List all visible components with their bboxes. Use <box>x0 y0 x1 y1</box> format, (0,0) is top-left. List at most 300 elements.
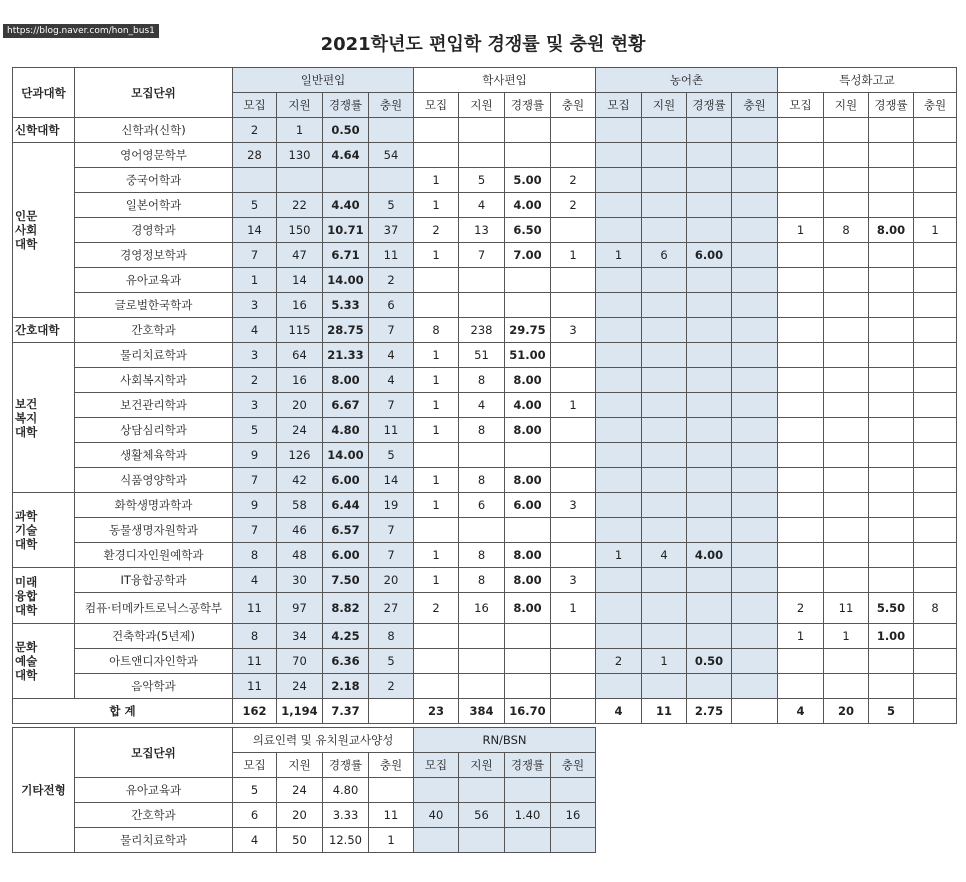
subheader-cell: 모집 <box>414 93 459 118</box>
value-cell <box>914 674 957 699</box>
value-cell: 51.00 <box>505 343 551 368</box>
other-value-cell: 24 <box>277 778 323 803</box>
table-row <box>13 624 957 649</box>
value-cell: 238 <box>459 318 505 343</box>
value-cell: 1 <box>551 593 596 624</box>
value-cell <box>869 193 914 218</box>
value-cell: 1 <box>414 543 459 568</box>
value-cell: 14 <box>369 468 414 493</box>
value-cell <box>596 418 642 443</box>
value-cell <box>687 443 732 468</box>
value-cell <box>459 624 505 649</box>
value-cell <box>687 518 732 543</box>
value-cell <box>551 218 596 243</box>
unit-name: 경영정보학과 <box>75 243 233 268</box>
value-cell: 11 <box>233 674 277 699</box>
other-value-cell: 4 <box>233 828 277 853</box>
value-cell: 20 <box>369 568 414 593</box>
other-value-cell <box>369 778 414 803</box>
value-cell: 4 <box>233 568 277 593</box>
value-cell: 7 <box>369 543 414 568</box>
value-cell: 7 <box>459 243 505 268</box>
value-cell <box>687 218 732 243</box>
value-cell <box>687 468 732 493</box>
unit-name: 건축학과(5년제) <box>75 624 233 649</box>
value-cell: 7.00 <box>505 243 551 268</box>
value-cell <box>732 468 778 493</box>
value-cell <box>687 493 732 518</box>
other-subheader-cell: 충원 <box>369 753 414 778</box>
value-cell <box>551 543 596 568</box>
value-cell <box>914 649 957 674</box>
value-cell: 2.18 <box>323 674 369 699</box>
total-cell: 16.70 <box>505 699 551 724</box>
value-cell: 0.50 <box>323 118 369 143</box>
value-cell: 4.40 <box>323 193 369 218</box>
table-row <box>13 143 957 168</box>
value-cell: 6 <box>369 293 414 318</box>
value-cell: 70 <box>277 649 323 674</box>
value-cell: 9 <box>233 443 277 468</box>
value-cell <box>505 268 551 293</box>
value-cell <box>914 118 957 143</box>
value-cell: 28 <box>233 143 277 168</box>
value-cell <box>551 118 596 143</box>
value-cell <box>869 418 914 443</box>
value-cell <box>642 593 687 624</box>
other-unit-name: 간호학과 <box>75 803 233 828</box>
value-cell: 8 <box>459 568 505 593</box>
subheader-cell: 경쟁률 <box>687 93 732 118</box>
value-cell <box>869 243 914 268</box>
value-cell: 8.82 <box>323 593 369 624</box>
value-cell: 2 <box>369 268 414 293</box>
value-cell: 16 <box>459 593 505 624</box>
value-cell <box>551 268 596 293</box>
subheader-cell: 지원 <box>824 93 869 118</box>
value-cell <box>687 168 732 193</box>
college-header: 단과대학 <box>13 68 75 118</box>
total-cell: 4 <box>596 699 642 724</box>
value-cell: 30 <box>277 568 323 593</box>
value-cell <box>914 624 957 649</box>
value-cell <box>732 593 778 624</box>
total-cell: 11 <box>642 699 687 724</box>
value-cell <box>505 674 551 699</box>
table-row <box>13 674 957 699</box>
value-cell <box>642 624 687 649</box>
value-cell <box>778 543 824 568</box>
other-value-cell <box>459 778 505 803</box>
value-cell: 6.00 <box>687 243 732 268</box>
value-cell: 8 <box>233 543 277 568</box>
other-value-cell <box>414 778 459 803</box>
value-cell <box>505 518 551 543</box>
value-cell: 24 <box>277 674 323 699</box>
value-cell <box>642 674 687 699</box>
value-cell <box>414 268 459 293</box>
college-name: 간호대학 <box>13 318 75 343</box>
value-cell <box>687 568 732 593</box>
subheader-cell: 지원 <box>459 93 505 118</box>
value-cell: 2 <box>233 368 277 393</box>
value-cell: 8 <box>824 218 869 243</box>
value-cell <box>732 243 778 268</box>
value-cell: 4 <box>459 393 505 418</box>
value-cell <box>824 118 869 143</box>
value-cell <box>778 318 824 343</box>
value-cell: 8.00 <box>505 543 551 568</box>
unit-name: 보건관리학과 <box>75 393 233 418</box>
value-cell <box>732 368 778 393</box>
value-cell: 2 <box>233 118 277 143</box>
value-cell: 4 <box>369 368 414 393</box>
value-cell: 20 <box>277 393 323 418</box>
value-cell <box>732 318 778 343</box>
value-cell: 14.00 <box>323 443 369 468</box>
value-cell: 7 <box>369 518 414 543</box>
value-cell <box>869 674 914 699</box>
value-cell: 97 <box>277 593 323 624</box>
value-cell <box>778 568 824 593</box>
value-cell <box>596 518 642 543</box>
value-cell <box>824 293 869 318</box>
value-cell <box>459 443 505 468</box>
unit-name: 화학생명과학과 <box>75 493 233 518</box>
value-cell <box>687 343 732 368</box>
value-cell: 1 <box>414 418 459 443</box>
value-cell: 48 <box>277 543 323 568</box>
value-cell <box>732 118 778 143</box>
unit-name: 생활체육학과 <box>75 443 233 468</box>
value-cell <box>642 468 687 493</box>
other-value-cell: 4.80 <box>323 778 369 803</box>
table-row <box>13 649 957 674</box>
table-row <box>13 468 957 493</box>
other-unit-header: 모집단위 <box>75 728 233 778</box>
value-cell <box>732 293 778 318</box>
value-cell: 5.00 <box>505 168 551 193</box>
value-cell <box>824 493 869 518</box>
value-cell <box>732 649 778 674</box>
other-subheader-cell: 모집 <box>233 753 277 778</box>
value-cell <box>732 518 778 543</box>
value-cell: 1 <box>596 543 642 568</box>
other-value-cell: 6 <box>233 803 277 828</box>
value-cell: 14 <box>277 268 323 293</box>
value-cell: 5.33 <box>323 293 369 318</box>
other-value-cell <box>505 828 551 853</box>
value-cell: 3 <box>551 493 596 518</box>
table-row <box>13 118 957 143</box>
value-cell <box>551 368 596 393</box>
group-header: 학사편입 <box>414 68 596 93</box>
value-cell: 1 <box>414 168 459 193</box>
value-cell <box>778 343 824 368</box>
value-cell <box>642 418 687 443</box>
value-cell <box>596 218 642 243</box>
value-cell: 21.33 <box>323 343 369 368</box>
table-row <box>13 443 957 468</box>
group-header: 일반편입 <box>233 68 414 93</box>
value-cell <box>824 393 869 418</box>
unit-name: 간호학과 <box>75 318 233 343</box>
value-cell <box>551 624 596 649</box>
value-cell: 6.67 <box>323 393 369 418</box>
value-cell <box>369 168 414 193</box>
value-cell: 1 <box>551 393 596 418</box>
value-cell <box>414 118 459 143</box>
value-cell <box>551 143 596 168</box>
value-cell: 3 <box>551 568 596 593</box>
value-cell: 8 <box>414 318 459 343</box>
value-cell: 1.00 <box>869 624 914 649</box>
value-cell <box>778 674 824 699</box>
value-cell <box>459 268 505 293</box>
value-cell <box>596 368 642 393</box>
value-cell <box>824 674 869 699</box>
other-subheader-cell: 경쟁률 <box>505 753 551 778</box>
value-cell <box>869 318 914 343</box>
value-cell <box>869 143 914 168</box>
value-cell <box>414 443 459 468</box>
value-cell: 4.25 <box>323 624 369 649</box>
value-cell <box>596 143 642 168</box>
value-cell <box>414 143 459 168</box>
value-cell <box>778 393 824 418</box>
value-cell: 8 <box>459 368 505 393</box>
value-cell: 47 <box>277 243 323 268</box>
value-cell: 16 <box>277 293 323 318</box>
total-cell <box>369 699 414 724</box>
value-cell <box>869 649 914 674</box>
value-cell: 1 <box>233 268 277 293</box>
value-cell: 13 <box>459 218 505 243</box>
value-cell <box>642 118 687 143</box>
value-cell <box>914 268 957 293</box>
value-cell: 64 <box>277 343 323 368</box>
value-cell <box>687 293 732 318</box>
value-cell: 6.00 <box>505 493 551 518</box>
college-name: 문화 예술 대학 <box>13 624 75 699</box>
value-cell: 27 <box>369 593 414 624</box>
value-cell <box>732 418 778 443</box>
value-cell <box>551 443 596 468</box>
value-cell: 1 <box>642 649 687 674</box>
value-cell: 4.00 <box>505 193 551 218</box>
value-cell <box>551 343 596 368</box>
value-cell <box>551 649 596 674</box>
value-cell: 2 <box>369 674 414 699</box>
subheader-cell: 지원 <box>642 93 687 118</box>
other-row <box>13 803 596 828</box>
unit-name: 일본어학과 <box>75 193 233 218</box>
value-cell <box>459 118 505 143</box>
subheader-cell: 경쟁률 <box>505 93 551 118</box>
value-cell <box>914 493 957 518</box>
unit-name: 신학과(신학) <box>75 118 233 143</box>
value-cell: 11 <box>369 243 414 268</box>
value-cell: 8.00 <box>505 368 551 393</box>
value-cell: 150 <box>277 218 323 243</box>
value-cell <box>869 368 914 393</box>
value-cell: 14.00 <box>323 268 369 293</box>
value-cell <box>642 568 687 593</box>
value-cell <box>732 624 778 649</box>
value-cell: 5 <box>459 168 505 193</box>
value-cell <box>687 593 732 624</box>
value-cell: 8.00 <box>323 368 369 393</box>
value-cell <box>642 368 687 393</box>
value-cell <box>824 418 869 443</box>
value-cell <box>824 543 869 568</box>
value-cell: 5 <box>233 418 277 443</box>
value-cell <box>596 568 642 593</box>
subheader-cell: 지원 <box>277 93 323 118</box>
value-cell: 4.64 <box>323 143 369 168</box>
value-cell <box>914 243 957 268</box>
value-cell <box>869 468 914 493</box>
value-cell <box>414 649 459 674</box>
value-cell: 6.57 <box>323 518 369 543</box>
value-cell <box>869 493 914 518</box>
value-cell: 11 <box>233 593 277 624</box>
subheader-cell: 경쟁률 <box>869 93 914 118</box>
value-cell <box>642 343 687 368</box>
value-cell <box>642 218 687 243</box>
value-cell: 34 <box>277 624 323 649</box>
value-cell <box>914 343 957 368</box>
value-cell: 24 <box>277 418 323 443</box>
value-cell: 51 <box>459 343 505 368</box>
value-cell <box>869 393 914 418</box>
total-cell <box>732 699 778 724</box>
unit-name: 아트앤디자인학과 <box>75 649 233 674</box>
total-label: 합 계 <box>13 699 233 724</box>
other-row <box>13 778 596 803</box>
value-cell <box>824 568 869 593</box>
value-cell <box>732 493 778 518</box>
value-cell <box>778 368 824 393</box>
value-cell: 5.50 <box>869 593 914 624</box>
value-cell <box>642 318 687 343</box>
value-cell <box>732 218 778 243</box>
value-cell: 7 <box>369 393 414 418</box>
value-cell <box>778 193 824 218</box>
value-cell: 19 <box>369 493 414 518</box>
college-name: 과학 기술 대학 <box>13 493 75 568</box>
value-cell <box>596 674 642 699</box>
value-cell <box>824 518 869 543</box>
subheader-cell: 충원 <box>914 93 957 118</box>
value-cell: 8 <box>369 624 414 649</box>
value-cell: 6 <box>642 243 687 268</box>
value-cell <box>369 118 414 143</box>
value-cell: 10.71 <box>323 218 369 243</box>
value-cell: 8 <box>459 468 505 493</box>
value-cell: 11 <box>369 418 414 443</box>
unit-name: 유아교육과 <box>75 268 233 293</box>
other-admission-table <box>12 727 596 853</box>
value-cell <box>687 624 732 649</box>
value-cell <box>687 318 732 343</box>
unit-name: 상담심리학과 <box>75 418 233 443</box>
other-value-cell <box>551 828 596 853</box>
value-cell: 6.71 <box>323 243 369 268</box>
value-cell <box>233 168 277 193</box>
value-cell: 1 <box>914 218 957 243</box>
other-row <box>13 828 596 853</box>
table-row <box>13 368 957 393</box>
total-cell: 23 <box>414 699 459 724</box>
value-cell <box>778 418 824 443</box>
value-cell: 7 <box>233 243 277 268</box>
value-cell <box>551 293 596 318</box>
value-cell <box>414 624 459 649</box>
value-cell <box>914 393 957 418</box>
value-cell: 8 <box>914 593 957 624</box>
total-cell: 1,194 <box>277 699 323 724</box>
value-cell <box>642 393 687 418</box>
value-cell: 4 <box>369 343 414 368</box>
value-cell: 7 <box>233 518 277 543</box>
value-cell: 126 <box>277 443 323 468</box>
value-cell: 42 <box>277 468 323 493</box>
value-cell <box>596 393 642 418</box>
value-cell <box>824 368 869 393</box>
value-cell <box>323 168 369 193</box>
value-cell: 2 <box>778 593 824 624</box>
value-cell <box>596 293 642 318</box>
value-cell: 4.00 <box>505 393 551 418</box>
unit-name: 사회복지학과 <box>75 368 233 393</box>
value-cell <box>869 343 914 368</box>
value-cell: 8.00 <box>869 218 914 243</box>
unit-name: 컴퓨·터메카트로닉스공학부 <box>75 593 233 624</box>
value-cell: 1 <box>551 243 596 268</box>
other-unit-name: 유아교육과 <box>75 778 233 803</box>
value-cell <box>459 674 505 699</box>
value-cell <box>459 143 505 168</box>
value-cell <box>914 318 957 343</box>
value-cell <box>551 468 596 493</box>
value-cell: 7 <box>369 318 414 343</box>
value-cell <box>642 443 687 468</box>
table-row <box>13 293 957 318</box>
value-cell <box>596 468 642 493</box>
value-cell: 1 <box>778 624 824 649</box>
value-cell: 1 <box>414 243 459 268</box>
unit-name: 영어영문학부 <box>75 143 233 168</box>
admission-table <box>12 67 957 724</box>
subheader-cell: 모집 <box>596 93 642 118</box>
unit-name: 중국어학과 <box>75 168 233 193</box>
value-cell <box>824 318 869 343</box>
table-row <box>13 418 957 443</box>
value-cell <box>687 118 732 143</box>
value-cell <box>778 649 824 674</box>
value-cell <box>732 193 778 218</box>
value-cell <box>505 143 551 168</box>
table-row <box>13 493 957 518</box>
value-cell <box>505 624 551 649</box>
value-cell <box>642 143 687 168</box>
value-cell: 0.50 <box>687 649 732 674</box>
value-cell <box>914 193 957 218</box>
value-cell: 1 <box>414 493 459 518</box>
value-cell: 3 <box>551 318 596 343</box>
table-row <box>13 168 957 193</box>
